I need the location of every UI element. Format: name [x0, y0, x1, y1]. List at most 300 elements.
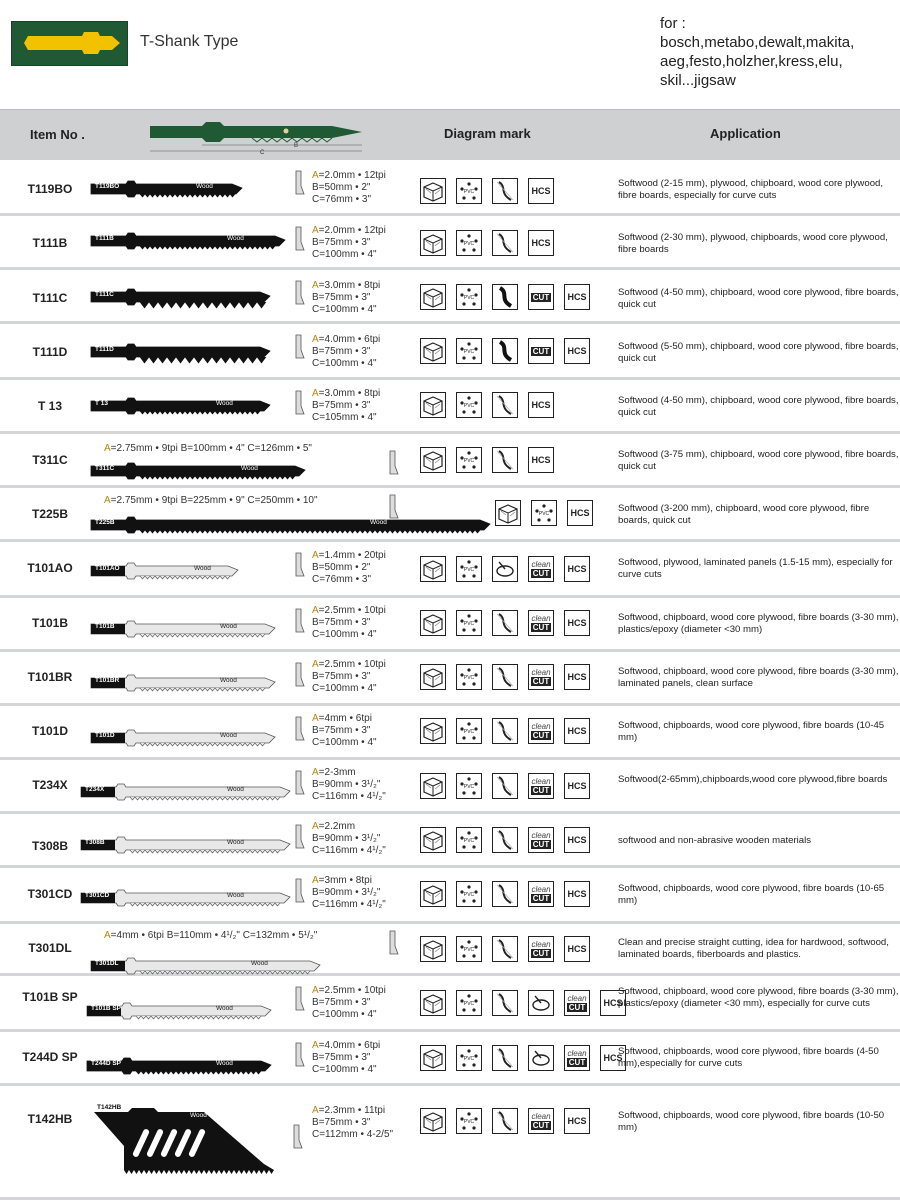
diagram-marks — [420, 230, 554, 256]
blade-label: T119BO — [95, 183, 120, 190]
table-row — [0, 868, 900, 924]
wood-material-icon — [420, 936, 446, 962]
clean-cut-icon — [528, 718, 554, 744]
spec-line: C=100mm • 4" — [312, 1009, 377, 1020]
blade-label: T101AO — [95, 565, 120, 572]
blade-wood-label: Wood — [227, 892, 244, 899]
diagram-marks — [420, 284, 590, 310]
spec-line: C=76mm • 3" — [312, 194, 372, 205]
blade-label: T142HB — [97, 1104, 122, 1111]
svg-text:PVC: PVC — [463, 295, 475, 301]
curve-cut-icon — [492, 230, 518, 256]
clean-label: clean — [531, 885, 551, 894]
item-number: T142HB — [27, 1112, 73, 1126]
spec-line: A=3.0mm • 8tpi — [312, 388, 381, 399]
diagram-marks — [495, 500, 593, 526]
clean-cut-icon — [528, 827, 554, 853]
hcs-material-badge: HCS — [564, 827, 590, 853]
blade-profile-icon — [386, 450, 400, 481]
blade-image — [90, 729, 285, 756]
clean-label: clean — [567, 1049, 587, 1058]
spec-line: C=100mm • 4" — [312, 249, 377, 260]
blade-label: T234X — [85, 786, 105, 793]
spec-line: C=100mm • 4" — [312, 737, 377, 748]
spec-line: B=90mm • 3¹/₂" — [312, 779, 381, 790]
curve-cut-icon — [492, 827, 518, 853]
blade-label: T101B SP — [91, 1005, 121, 1012]
diagram-marks — [420, 773, 590, 799]
diagram-marks — [420, 1045, 626, 1071]
cut-label: CUT — [568, 1003, 586, 1012]
blade-profile-icon — [292, 716, 306, 747]
blade-image — [80, 889, 300, 916]
plastic-material-icon — [456, 827, 482, 853]
plastic-material-icon — [456, 664, 482, 690]
blade-wood-label: Wood — [227, 235, 244, 242]
plastic-material-icon — [456, 1108, 482, 1134]
item-number: T101BR — [27, 670, 73, 684]
blade-image — [90, 674, 285, 701]
spec-a-marker: A — [312, 550, 319, 561]
spec-a-marker: A — [312, 334, 319, 345]
wood-material-icon — [420, 230, 446, 256]
blade-image — [90, 288, 280, 315]
application-text: Softwood (4-50 mm), chipboard, wood core plywood, fibre boards, quick cut — [618, 287, 899, 310]
application-text: Softwood (2-15 mm), plywood, chipboard, wood core plywood, fibre boards, especially for curve cuts — [618, 178, 884, 201]
svg-text:PVC: PVC — [463, 241, 475, 247]
blade-image — [86, 1057, 281, 1084]
blade-profile-icon — [292, 1042, 306, 1073]
spec-line: B=50mm • 2" — [312, 182, 371, 193]
blade-specs: A=2.75mm • 9tpi B=225mm • 9" C=250mm • 10" — [104, 495, 318, 506]
curve-cut-icon — [492, 881, 518, 907]
application-text: Softwood, chipboard, wood core plywood, fibre boards (3-30 mm), plastics/epoxy (diameter <30 mm) — [618, 612, 899, 635]
wood-material-icon — [420, 338, 446, 364]
table-row — [0, 160, 900, 216]
hcs-material-badge: HCS — [528, 447, 554, 473]
blade-label: T301DL — [95, 960, 119, 967]
item-number: T311C — [32, 453, 68, 467]
blade-profile-icon — [292, 280, 306, 311]
table-row — [0, 434, 900, 488]
blade-profile-icon — [386, 930, 400, 961]
blade-wood-label: Wood — [227, 839, 244, 846]
plastic-material-icon — [531, 500, 557, 526]
spec-line: A=2-3mm — [312, 767, 356, 778]
blade-image — [90, 620, 285, 647]
plastic-material-icon — [456, 392, 482, 418]
spec-line: C=116mm • 4¹/₂" — [312, 845, 386, 856]
svg-text:PVC: PVC — [463, 784, 475, 790]
diagram-marks — [420, 178, 554, 204]
item-number: T 13 — [37, 399, 62, 413]
spec-line: A=3mm • 8tpi — [312, 875, 372, 886]
wood-material-icon — [420, 1045, 446, 1071]
blade-specs — [312, 170, 386, 206]
cut-label: CUT — [532, 840, 550, 849]
blade-profile-icon — [292, 986, 306, 1017]
blade-specs — [312, 713, 377, 749]
blade-image — [86, 1002, 281, 1029]
clean-cut-icon — [528, 881, 554, 907]
application-text: Softwood, chipboards, wood core plywood, fibre boards (10-45 mm) — [618, 720, 885, 743]
application-text: Softwood (4-50 mm), chipboard, wood core plywood, fibre boards, quick cut — [618, 395, 899, 418]
application-text: Softwood, chipboards, wood core plywood, fibre boards (10-65 mm) — [618, 883, 885, 906]
application-text: Softwood, plywood, laminated panels (1.5-15 mm), especially for curve cuts — [618, 557, 893, 580]
blade-label: T101BR — [95, 677, 120, 684]
spec-line: B=75mm • 3" — [312, 997, 371, 1008]
clean-cut-icon — [528, 556, 554, 582]
blade-image — [90, 462, 315, 489]
curve-cut-icon — [492, 178, 518, 204]
blade-specs — [312, 767, 386, 803]
spec-line: C=100mm • 4" — [312, 1064, 377, 1075]
blade-dimension-diagram — [142, 114, 372, 154]
diagram-marks — [420, 936, 590, 962]
application-text: Softwood (3-75 mm), chipboard, wood core plywood, fibre boards, quick cut — [618, 449, 899, 472]
hcs-material-badge: HCS — [528, 230, 554, 256]
spec-a-marker: A — [312, 821, 319, 832]
spec-line: C=100mm • 4" — [312, 629, 377, 640]
blade-label: T225B — [95, 519, 115, 526]
spec-a-marker: A — [312, 280, 319, 291]
diagram-marks — [420, 610, 590, 636]
curve-cut-icon — [492, 990, 518, 1016]
blade-label: T244D SP — [91, 1060, 121, 1067]
spec-line: A=4.0mm • 6tpi — [312, 1040, 381, 1051]
item-number: T225B — [31, 507, 69, 521]
blade-specs — [312, 334, 380, 370]
clean-label: clean — [567, 994, 587, 1003]
wood-material-icon — [420, 447, 446, 473]
application-text: Softwood, chipboard, wood core plywood, fibre boards (3-30 mm), plastics/epoxy (diameter <30 mm), especially for curve cuts — [618, 986, 899, 1009]
item-number: T301DL — [28, 941, 72, 955]
spec-line: B=75mm • 3" — [312, 617, 371, 628]
blade-label: T101B — [95, 623, 115, 630]
blade-image — [94, 1106, 284, 1181]
brands-line: aeg,festo,holzher,kress,elu, — [660, 53, 843, 70]
spec-line: B=90mm • 3¹/₂" — [312, 833, 381, 844]
wood-material-icon — [420, 610, 446, 636]
item-number: T111C — [32, 291, 68, 305]
spec-line: A=1.4mm • 20tpi — [312, 550, 386, 561]
plastic-material-icon — [456, 338, 482, 364]
blade-wood-label: Wood — [194, 565, 211, 572]
cut-label: CUT — [532, 346, 550, 356]
item-number: T111B — [32, 236, 68, 250]
clean-label: clean — [531, 1112, 551, 1121]
cut-label: CUT — [532, 677, 550, 686]
svg-text:PVC: PVC — [463, 567, 475, 573]
application-text: Softwood (3-200 mm), chipboard, wood core plywood, fibre boards, quick cut — [618, 503, 870, 526]
wood-material-icon — [420, 827, 446, 853]
svg-text:PVC: PVC — [463, 947, 475, 953]
spec-a-marker: A — [312, 767, 319, 778]
wood-material-icon — [420, 664, 446, 690]
diagram-mark-header: Diagram mark — [444, 126, 531, 141]
blade-image — [90, 180, 252, 207]
spec-line: A=4mm • 6tpi — [312, 713, 372, 724]
blade-specs — [312, 388, 380, 424]
diagram-marks — [420, 990, 626, 1016]
svg-text:PVC: PVC — [463, 403, 475, 409]
plastic-material-icon — [456, 1045, 482, 1071]
spec-line: B=75mm • 3" — [312, 671, 371, 682]
spec-line: C=100mm • 4" — [312, 358, 377, 369]
spec-a-marker: A — [312, 713, 319, 724]
blade-profile-icon — [292, 334, 306, 365]
cut-label: CUT — [532, 569, 550, 578]
blade-image — [90, 397, 280, 424]
quick-cut-icon — [528, 284, 554, 310]
spec-line: B=75mm • 3" — [312, 346, 371, 357]
hcs-material-badge: HCS — [564, 1108, 590, 1134]
table-row — [0, 542, 900, 598]
spec-a-marker: A — [104, 930, 111, 941]
hcs-material-badge: HCS — [564, 338, 590, 364]
wood-material-icon — [420, 178, 446, 204]
application-header: Application — [710, 126, 781, 141]
table-row — [0, 488, 900, 542]
hcs-material-badge: HCS — [528, 178, 554, 204]
blade-label: T311C — [95, 465, 115, 472]
blade-label: T308B — [85, 839, 105, 846]
table-row — [0, 270, 900, 324]
dimension-c-label: C — [260, 150, 265, 154]
blade-image — [90, 562, 248, 589]
hcs-material-badge: HCS — [564, 718, 590, 744]
curve-cut-icon — [528, 1045, 554, 1071]
blade-wood-label: Wood — [190, 1112, 207, 1119]
cut-label: CUT — [532, 949, 550, 958]
blade-profile-icon — [292, 226, 306, 257]
item-number: T101AO — [27, 561, 73, 575]
spec-a-marker: A — [312, 170, 319, 181]
blade-image — [90, 343, 280, 370]
blade-profile-icon — [292, 770, 306, 801]
table-header — [0, 109, 900, 161]
plastic-material-icon — [456, 773, 482, 799]
item-no-header: Item No . — [30, 127, 85, 142]
clean-cut-icon — [528, 773, 554, 799]
spec-a-marker: A — [312, 875, 319, 886]
blade-wood-label: Wood — [227, 786, 244, 793]
blade-specs — [312, 1040, 380, 1076]
table-row — [0, 1086, 900, 1200]
spec-line: C=100mm • 4" — [312, 683, 377, 694]
spec-line: B=90mm • 3¹/₂" — [312, 887, 381, 898]
clean-label: clean — [531, 722, 551, 731]
hcs-material-badge: HCS — [600, 1045, 626, 1071]
blade-specs — [312, 605, 386, 641]
plastic-material-icon — [456, 610, 482, 636]
spec-line: B=75mm • 3" — [312, 725, 371, 736]
catalog-header — [0, 0, 900, 108]
curve-cut-icon — [492, 664, 518, 690]
spec-a-marker: A — [312, 225, 319, 236]
spec-a-marker: A — [104, 495, 111, 506]
cut-label: CUT — [568, 1058, 586, 1067]
spec-a-marker: A — [312, 659, 319, 670]
spec-line: A=2.5mm • 10tpi — [312, 605, 386, 616]
blade-wood-label: Wood — [196, 183, 213, 190]
curve-cut-icon — [492, 1045, 518, 1071]
blade-profile-icon — [292, 824, 306, 855]
spec-line: A=2.5mm • 10tpi — [312, 659, 386, 670]
blade-label: T301CD — [85, 892, 110, 899]
blade-profile-icon — [290, 1124, 304, 1155]
plastic-material-icon — [456, 936, 482, 962]
item-number: T119BO — [27, 182, 73, 196]
spec-line: B=75mm • 3" — [312, 237, 371, 248]
curve-cut-icon — [492, 447, 518, 473]
svg-text:PVC: PVC — [463, 1001, 475, 1007]
table-row — [0, 598, 900, 652]
cut-label: CUT — [532, 1121, 550, 1130]
blade-profile-icon — [292, 552, 306, 583]
hcs-material-badge: HCS — [564, 284, 590, 310]
wood-material-icon — [420, 1108, 446, 1134]
blade-wood-label: Wood — [241, 465, 258, 472]
application-text: Softwood, chipboards, wood core plywood, fibre boards (4-50 mm),especially for curve cuts — [618, 1046, 879, 1069]
spec-line: A=2.0mm • 12tpi — [312, 170, 386, 181]
wood-material-icon — [420, 284, 446, 310]
blade-image — [90, 232, 295, 259]
spec-line: C=100mm • 4" — [312, 304, 377, 315]
spec-line: C=76mm • 3" — [312, 574, 372, 585]
curve-cut-icon — [492, 610, 518, 636]
spec-line: B=75mm • 3" — [312, 400, 371, 411]
spec-line: C=112mm • 4-2/5" — [312, 1129, 394, 1140]
brands-line: bosch,metabo,dewalt,makita, — [660, 34, 855, 51]
blade-wood-label: Wood — [220, 623, 237, 630]
item-number: T101D — [31, 724, 69, 738]
shank-type-title: T-Shank Type — [140, 33, 239, 50]
diagram-marks — [420, 881, 590, 907]
wood-material-icon — [420, 990, 446, 1016]
item-number: T308B — [31, 839, 69, 853]
application-text: Softwood (2-30 mm), plywood, chipboards, wood core plywood, fibre boards — [618, 232, 888, 255]
clean-label: clean — [531, 614, 551, 623]
plastic-material-icon — [456, 718, 482, 744]
blade-specs: A=4mm • 6tpi B=110mm • 4¹/₂" C=132mm • 5¹/₂" — [104, 930, 318, 941]
cut-label: CUT — [532, 894, 550, 903]
clean-label: clean — [531, 777, 551, 786]
hcs-material-badge: HCS — [564, 773, 590, 799]
table-row — [0, 976, 900, 1032]
clean-label: clean — [531, 940, 551, 949]
blade-image — [80, 783, 300, 810]
wood-material-icon — [420, 718, 446, 744]
clean-label: clean — [531, 668, 551, 677]
svg-text:PVC: PVC — [463, 458, 475, 464]
application-text: softwood and non-abrasive wooden materials — [618, 835, 812, 846]
blade-wood-label: Wood — [220, 732, 237, 739]
plastic-material-icon — [456, 284, 482, 310]
table-row — [0, 924, 900, 976]
diagram-marks — [420, 718, 590, 744]
diagram-marks — [420, 447, 554, 473]
svg-text:PVC: PVC — [463, 349, 475, 355]
blade-image — [80, 836, 300, 863]
hcs-material-badge: HCS — [564, 936, 590, 962]
diagram-marks — [420, 556, 590, 582]
spec-line: B=75mm • 3" — [312, 1117, 371, 1128]
table-row — [0, 380, 900, 434]
blade-wood-label: Wood — [370, 519, 387, 526]
brands-line: for : — [660, 15, 686, 32]
clean-cut-icon — [528, 610, 554, 636]
blade-specs — [312, 875, 386, 911]
brands-line: skil...jigsaw — [660, 72, 736, 89]
table-row — [0, 216, 900, 270]
application-text: Softwood, chipboards, wood core plywood, fibre boards (10-50 mm) — [618, 1110, 885, 1133]
curve-cut-icon — [492, 284, 518, 310]
clean-cut-icon — [564, 990, 590, 1016]
hcs-material-badge: HCS — [564, 610, 590, 636]
curve-cut-icon — [492, 773, 518, 799]
blade-wood-label: Wood — [216, 1060, 233, 1067]
cut-label: CUT — [532, 292, 550, 302]
t-shank-logo — [11, 21, 128, 66]
spec-line: B=75mm • 3" — [312, 1052, 371, 1063]
svg-text:PVC: PVC — [463, 892, 475, 898]
table-row — [0, 652, 900, 706]
item-number: T244D SP — [22, 1050, 78, 1064]
spec-line: A=3.0mm • 8tpi — [312, 280, 381, 291]
blade-specs — [312, 280, 380, 316]
spec-line: A=4.0mm • 6tpi — [312, 334, 381, 345]
curve-cut-icon — [492, 718, 518, 744]
spec-line: A=2.5mm • 10tpi — [312, 985, 386, 996]
plastic-material-icon — [456, 230, 482, 256]
item-number: T301CD — [27, 887, 73, 901]
spec-line: A=2.0mm • 12tpi — [312, 225, 386, 236]
curve-cut-icon — [492, 338, 518, 364]
application-text: Softwood, chipboard, wood core plywood, fibre boards (3-30 mm), laminated panels, clean surface — [618, 666, 899, 689]
blade-label: T111D — [95, 346, 114, 353]
blade-specs — [312, 821, 386, 857]
svg-text:PVC: PVC — [463, 729, 475, 735]
hcs-material-badge: HCS — [564, 881, 590, 907]
spec-line: C=116mm • 4¹/₂" — [312, 899, 386, 910]
hcs-material-badge: HCS — [564, 556, 590, 582]
application-text: Softwood(2-65mm),chipboards,wood core plywood,fibre boards — [618, 774, 888, 785]
hcs-material-badge: HCS — [564, 664, 590, 690]
hcs-material-badge: HCS — [528, 392, 554, 418]
blade-specs — [312, 1105, 393, 1141]
spec-line: C=116mm • 4¹/₂" — [312, 791, 386, 802]
spec-line: A=2.3mm • 11tpi — [312, 1105, 386, 1116]
clean-cut-icon — [528, 1108, 554, 1134]
spec-a-marker: A — [312, 605, 319, 616]
spec-line: C=105mm • 4" — [312, 412, 377, 423]
blade-specs: A=2.75mm • 9tpi B=100mm • 4" C=126mm • 5" — [104, 443, 312, 454]
curve-cut-icon — [492, 1108, 518, 1134]
item-number: T111D — [32, 345, 68, 359]
svg-text:PVC: PVC — [463, 621, 475, 627]
table-row — [0, 324, 900, 380]
cut-label: CUT — [532, 786, 550, 795]
diagram-marks — [420, 664, 590, 690]
spec-a-marker: A — [312, 388, 319, 399]
blade-label: T111B — [95, 235, 114, 242]
blade-profile-icon — [292, 170, 306, 201]
blade-image — [90, 516, 500, 543]
svg-text:PVC: PVC — [463, 838, 475, 844]
blade-specs — [312, 985, 386, 1021]
spec-line: B=75mm • 3" — [312, 292, 371, 303]
